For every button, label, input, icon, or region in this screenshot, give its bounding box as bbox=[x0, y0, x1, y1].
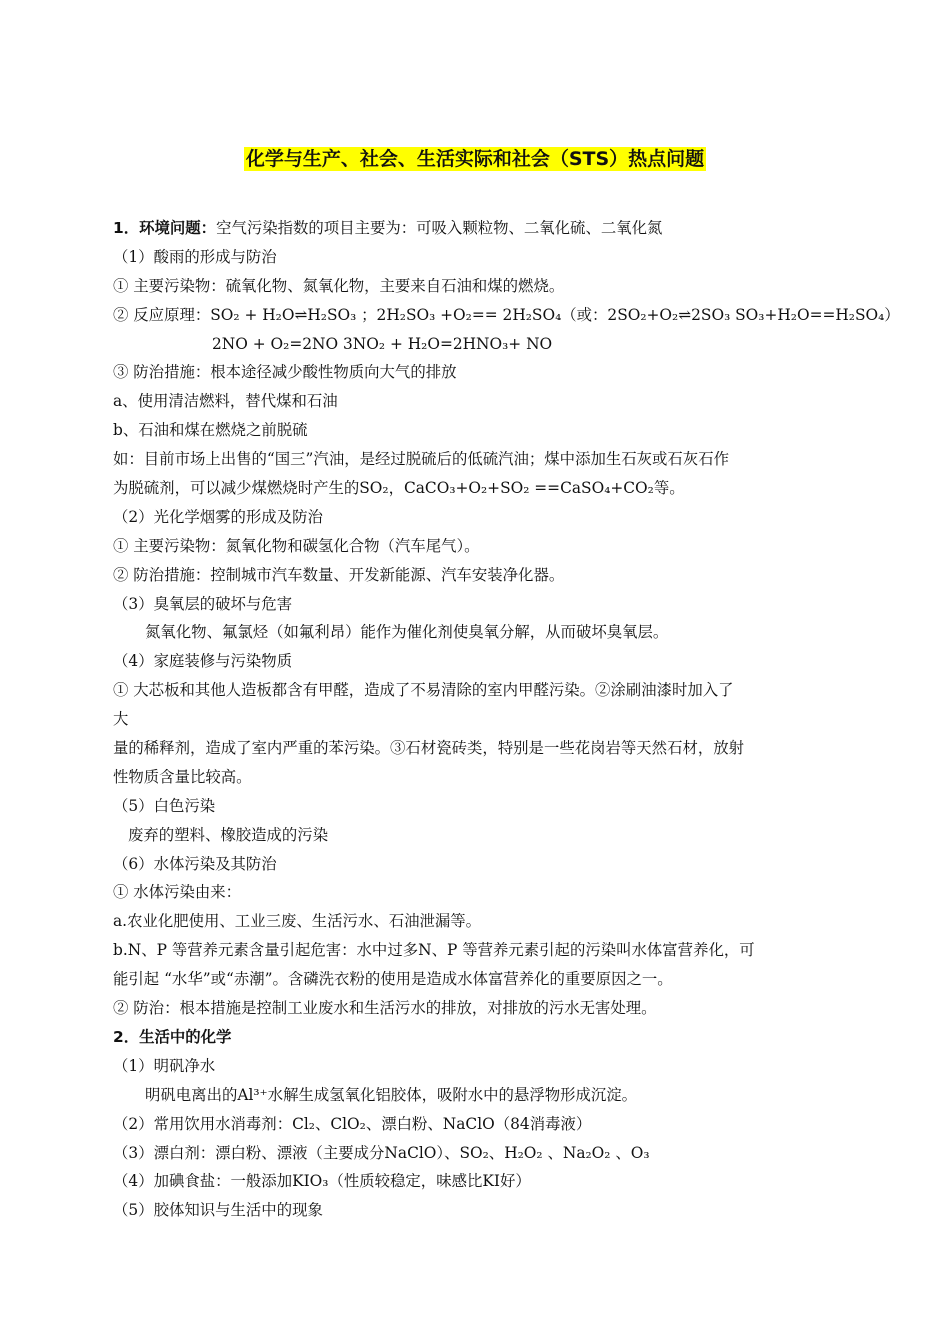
text-line bbox=[113, 1023, 808, 1052]
line-text: ② 防治措施：控制城市汽车数量、开发新能源、汽车安装净化器。 bbox=[113, 565, 565, 584]
text-line bbox=[113, 474, 808, 503]
text-line bbox=[113, 590, 808, 619]
line-text: （6）水体污染及其防治 bbox=[113, 854, 277, 873]
text-line bbox=[113, 1052, 808, 1081]
line-text: b、石油和煤在燃烧之前脱硫 bbox=[113, 421, 308, 440]
text-line bbox=[113, 272, 808, 301]
line-text: 废弃的塑料、橡胶造成的污染 bbox=[128, 825, 329, 844]
line-text: （2）光化学烟雾的形成及防治 bbox=[113, 507, 323, 526]
text-line bbox=[113, 618, 808, 647]
line-text: （4）加碘食盐：一般添加KIO₃（性质较稳定，味感比KI好） bbox=[113, 1172, 531, 1191]
title-text: 化学与生产、社会、生活实际和社会（STS）热点问题 bbox=[245, 148, 705, 170]
line-text: （5）白色污染 bbox=[113, 796, 216, 815]
text-line bbox=[113, 445, 808, 474]
section-heading: 2．生活中的化学 bbox=[113, 1027, 232, 1046]
text-line bbox=[113, 301, 900, 330]
text-line bbox=[113, 243, 808, 272]
line-text: （4）家庭装修与污染物质 bbox=[113, 652, 293, 671]
text-line bbox=[113, 994, 808, 1023]
text-line bbox=[113, 965, 808, 994]
text-line bbox=[113, 358, 808, 387]
text-line bbox=[113, 1196, 808, 1225]
line-text: 2NO + O₂=2NO 3NO₂ + H₂O=2HNO₃+ NO bbox=[212, 334, 553, 353]
line-text: （3）漂白剂：漂白粉、漂液（主要成分NaClO）、SO₂、H₂O₂ 、Na₂O₂ 、O₃ bbox=[113, 1143, 650, 1162]
line-text: 空气污染指数的项目主要为：可吸入颗粒物、二氧化硫、二氧化氮 bbox=[216, 219, 663, 237]
document-title bbox=[0, 145, 950, 173]
text-line bbox=[113, 1139, 808, 1168]
text-line bbox=[113, 734, 808, 763]
text-line bbox=[113, 763, 808, 792]
text-line bbox=[113, 850, 808, 879]
text-line bbox=[113, 387, 808, 416]
section-heading: 1．环境问题： bbox=[113, 219, 217, 237]
text-line bbox=[113, 878, 808, 907]
text-line bbox=[113, 705, 808, 734]
line-text: 量的稀释剂，造成了室内严重的苯污染。③石材瓷砖类，特别是一些花岗岩等天然石材，放射 bbox=[113, 739, 745, 758]
line-text: （3）臭氧层的破坏与危害 bbox=[113, 594, 293, 613]
line-text: ② 防治：根本措施是控制工业废水和生活污水的排放，对排放的污水无害处理。 bbox=[113, 999, 657, 1018]
text-line bbox=[113, 416, 808, 445]
text-line bbox=[113, 1167, 808, 1196]
text-line bbox=[113, 561, 808, 590]
line-text: ① 主要污染物：硫氧化物、氮氧化物，主要来自石油和煤的燃烧。 bbox=[113, 276, 565, 295]
line-text: 性物质含量比较高。 bbox=[113, 767, 252, 786]
text-line bbox=[113, 821, 808, 850]
text-line bbox=[113, 936, 808, 965]
text-line bbox=[113, 647, 808, 676]
line-text: （5）胶体知识与生活中的现象 bbox=[113, 1201, 323, 1220]
text-line bbox=[113, 532, 808, 561]
line-text: ① 主要污染物：氮氧化物和碳氢化合物（汽车尾气）。 bbox=[113, 536, 480, 555]
text-line bbox=[113, 1081, 808, 1110]
text-line bbox=[113, 792, 808, 821]
line-text: a.农业化肥使用、工业三废、生活污水、石油泄漏等。 bbox=[113, 912, 482, 931]
document-body bbox=[113, 214, 900, 1225]
line-text: 能引起 “水华”或“赤潮”。含磷洗衣粉的使用是造成水体富营养化的重要原因之一。 bbox=[113, 970, 673, 989]
line-text: ② 反应原理：SO₂ + H₂O⇌H₂SO₃ ；2H₂SO₃ +O₂== 2H₂SO₄（或：2SO₂+O₂⇌2SO₃ SO₃+H₂O==H₂SO₄） bbox=[113, 305, 900, 324]
line-text: ① 大芯板和其他人造板都含有甲醛，造成了不易清除的室内甲醛污染。②涂刷油漆时加入了 bbox=[113, 681, 734, 700]
text-line bbox=[113, 214, 808, 243]
line-text: 明矾电离出的Al³⁺水解生成氢氧化铝胶体，吸附水中的悬浮物形成沉淀。 bbox=[145, 1085, 638, 1104]
line-text: （1）明矾净水 bbox=[113, 1056, 216, 1075]
text-line bbox=[113, 330, 808, 359]
line-text: a、使用清洁燃料，替代煤和石油 bbox=[113, 392, 338, 411]
line-text: 氮氧化物、氟氯烃（如氟利昂）能作为催化剂使臭氧分解，从而破坏臭氧层。 bbox=[145, 623, 669, 642]
line-text: b.N、P 等营养元素含量引起危害：水中过多N、P 等营养元素引起的污染叫水体富营养化，可 bbox=[113, 941, 755, 960]
text-line bbox=[113, 1110, 808, 1139]
line-text: ① 水体污染由来： bbox=[113, 883, 242, 902]
text-line bbox=[113, 503, 808, 532]
line-text: 如：目前市场上出售的“国三”汽油，是经过脱硫后的低硫汽油；煤中添加生石灰或石灰石作 bbox=[113, 450, 729, 469]
text-line bbox=[113, 907, 808, 936]
text-line bbox=[113, 676, 808, 705]
line-text: （1）酸雨的形成与防治 bbox=[113, 247, 277, 266]
line-text: 大 bbox=[113, 710, 129, 729]
line-text: （2）常用饮用水消毒剂：Cl₂、ClO₂、漂白粉、NaClO（84消毒液） bbox=[113, 1114, 592, 1133]
line-text: ③ 防治措施：根本途径减少酸性物质向大气的排放 bbox=[113, 363, 457, 382]
line-text: 为脱硫剂，可以减少煤燃烧时产生的SO₂，CaCO₃+O₂+SO₂ ==CaSO₄+CO₂等。 bbox=[113, 479, 685, 498]
